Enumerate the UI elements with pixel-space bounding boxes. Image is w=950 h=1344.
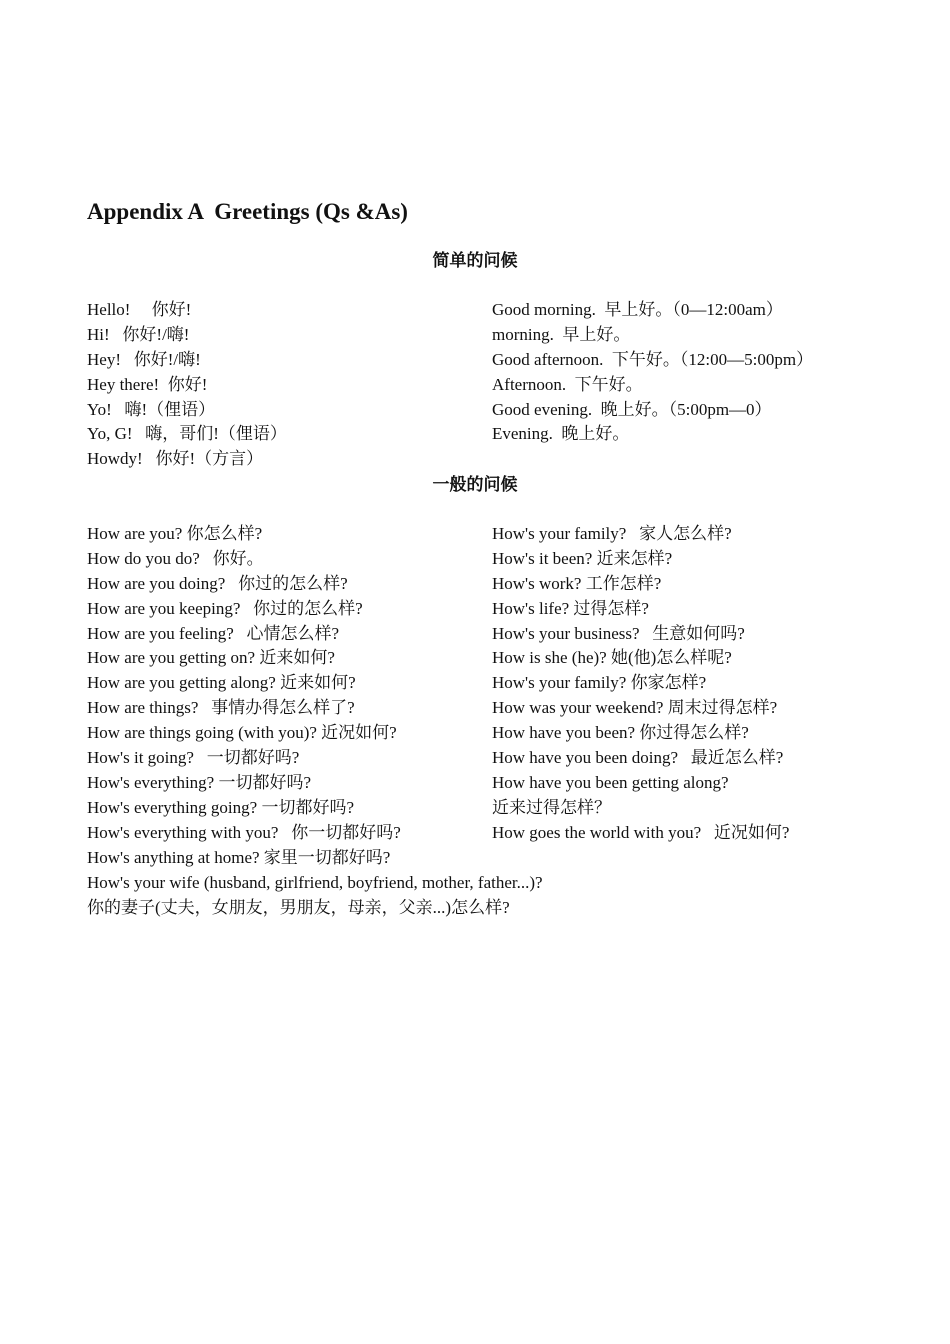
greeting-line: Evening. 晚上好。 [492, 424, 630, 444]
greeting-line: How goes the world with you? 近况如何? [492, 822, 790, 842]
greeting-line: How is she (he)? 她(他)怎么样呢? [492, 648, 732, 668]
greeting-line: How have you been getting along? [492, 772, 729, 792]
page-title: Appendix A Greetings (Qs &As) [87, 199, 408, 224]
greeting-line: How have you been doing? 最近怎么样? [492, 748, 784, 768]
greeting-line: How are you feeling? 心情怎么样? [87, 623, 340, 643]
general-greetings-right-list [492, 522, 789, 846]
greeting-line: How do you do? 你好。 [87, 548, 264, 568]
greeting-line: How's it going? 一切都好吗? [87, 748, 300, 768]
greeting-line: 你的妻子(丈夫，女朋友，男朋友，母亲，父亲...)怎么样? [87, 897, 510, 917]
greeting-line: How's anything at home? 家里一切都好吗? [87, 847, 391, 867]
greeting-line: How's life? 过得怎样? [492, 598, 649, 618]
greeting-line: How are you getting on? 近来如何? [87, 648, 335, 668]
general-greetings-full-width-list [87, 871, 887, 921]
greeting-line: How's your family? 家人怎么样? [492, 524, 732, 543]
greeting-line: How are you keeping? 你过的怎么样? [87, 598, 363, 618]
greeting-line: morning. 早上好。 [492, 324, 631, 344]
greeting-line: 近来过得怎样？ [492, 797, 611, 817]
greeting-line: Hi! 你好!/嗨! [87, 324, 190, 344]
greeting-line: How are you doing? 你过的怎么样? [87, 573, 348, 593]
greeting-line: Howdy! 你好!（方言） [87, 449, 264, 469]
greeting-line: Yo, G! 嗨，哥们!（俚语） [87, 424, 287, 444]
greeting-line: Hey there! 你好! [87, 374, 208, 394]
greeting-line: How's everything? 一切都好吗? [87, 772, 312, 792]
greeting-line: How's your business? 生意如何吗? [492, 623, 745, 643]
section-heading-simple-greetings: 简单的问候 [432, 251, 518, 270]
greeting-line: Good morning. 早上好。（0—12:00am） [492, 300, 783, 319]
general-greetings-left-list [87, 522, 401, 870]
greeting-line: How's your family? 你家怎样? [492, 673, 707, 693]
greeting-line: How's everything with you? 你一切都好吗? [87, 822, 401, 842]
greeting-line: How's your wife (husband, girlfriend, boyfriend, mother, father...)? [87, 873, 543, 892]
greeting-line: How's work? 工作怎样? [492, 573, 662, 593]
simple-greetings-right-list [492, 298, 813, 447]
simple-greetings-left-list [87, 298, 287, 472]
greeting-line: How was your weekend? 周末过得怎样? [492, 698, 778, 718]
greeting-line: Good afternoon. 下午好。（12:00—5:00pm） [492, 349, 814, 369]
greeting-line: Hey! 你好!/嗨! [87, 349, 201, 369]
greeting-line: Afternoon. 下午好。 [492, 374, 643, 394]
greeting-line: How's it been? 近来怎样? [492, 548, 673, 568]
greeting-line: Yo! 嗨!（俚语） [87, 399, 216, 419]
greeting-line: How are you? 你怎么样? [87, 524, 263, 543]
greeting-line: Hello! 你好! [87, 300, 192, 319]
greeting-line: How's everything going? 一切都好吗? [87, 797, 354, 817]
greeting-line: Good evening. 晚上好。（5:00pm—0） [492, 399, 772, 419]
section-heading-general-greetings: 一般的问候 [432, 475, 518, 494]
greeting-line: How are things going (with you)? 近况如何? [87, 723, 397, 743]
greeting-line: How are you getting along? 近来如何? [87, 673, 356, 693]
greeting-line: How are things? 事情办得怎么样了? [87, 698, 355, 718]
greeting-line: How have you been? 你过得怎么样? [492, 723, 749, 743]
